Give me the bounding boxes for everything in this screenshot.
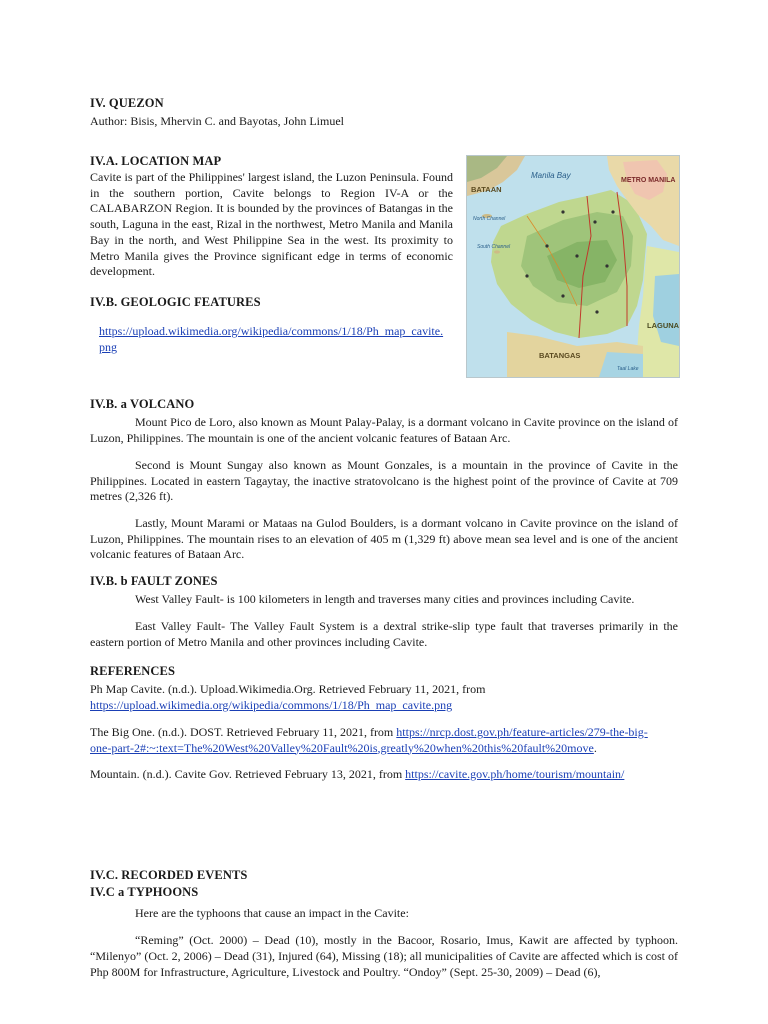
references-heading: REFERENCES xyxy=(90,664,176,678)
map-label-laguna: LAGUNA xyxy=(647,321,679,330)
reference-3-link[interactable]: https://cavite.gov.ph/home/tourism/mountain/ xyxy=(405,767,625,781)
geologic-source-link[interactable] xyxy=(99,323,443,355)
map-label-manila-bay: Manila Bay xyxy=(531,171,571,180)
volcano-paragraph-3: Lastly, Mount Marami or Mataas na Gulod Boulders, is a dormant volcano in Cavite province on the island of Luzon, Philippines. The mountain rises to an elevation of 405 m (1,329 ft) above mean sea level and is one of the ancient volcanic features of Bataan Arc. xyxy=(90,516,678,561)
volcano-heading: IV.B. a VOLCANO xyxy=(90,397,195,411)
typhoons-heading: IV.C a TYPHOONS xyxy=(90,885,199,899)
section-title: IV. QUEZON xyxy=(90,96,164,110)
fault-paragraph-2: East Valley Fault- The Valley Fault System is a dextral strike-slip type fault that traverses primarily in the eastern portion of Metro Manila and other provinces including Cavite. xyxy=(90,619,678,649)
geologic-link-line1[interactable]: https://upload.wikimedia.org/wikipedia/commons/1/18/Ph_map_cavite. xyxy=(99,324,444,338)
volcano-paragraph-1: Mount Pico de Loro, also known as Mount Palay-Palay, is a dormant volcano in Cavite province on the island of Luzon, Philippines. The mountain is one of the ancient volcanic features of Bataan Arc. xyxy=(90,415,678,445)
map-label-taal-lake: Taal Lake xyxy=(617,366,639,372)
location-map-paragraph: Cavite is part of the Philippines' largest island, the Luzon Peninsula. Found in the southern portion, Cavite belongs to Region IV-A or the CALABARZON Region. It is bounded by the provinces of Batangas in the south, Laguna in the east, Rizal in the northwest, Metro Manila and Manila Bay in the north, and West Philippine Sea in the west. Its proximity to Metro Manila gives the Province significant edge in terms of economic development. xyxy=(90,170,453,279)
reference-3-text: Mountain. (n.d.). Cavite Gov. Retrieved February 13, 2021, from xyxy=(90,767,406,781)
volcano-paragraph-2: Second is Mount Sungay also known as Mount Gonzales, is a mountain in the province of Cavite in the Philippines. Located in eastern Tagaytay, the inactive stratovolcano is the highest point of the province of Cavite at 709 metres (2,326 ft). xyxy=(90,458,678,503)
geologic-heading: IV.B. GEOLOGIC FEATURES xyxy=(90,295,261,309)
map-label-north-channel: North Channel xyxy=(473,216,506,222)
reference-1-link[interactable]: https://upload.wikimedia.org/wikipedia/commons/1/18/Ph_map_cavite.png xyxy=(90,697,453,712)
typhoons-intro: Here are the typhoons that cause an impact in the Cavite: xyxy=(135,906,409,920)
fault-paragraph-1: West Valley Fault- is 100 kilometers in length and traverses many cities and provinces including Cavite. xyxy=(135,592,635,606)
reference-1 xyxy=(90,682,678,713)
reference-2-link-a[interactable]: https://nrcp.dost.gov.ph/feature-articles/279-the-big- xyxy=(396,725,648,739)
map-label-batangas: BATANGAS xyxy=(539,351,581,360)
typhoons-paragraph: “Reming” (Oct. 2000) – Dead (10), mostly in the Bacoor, Rosario, Imus, Kawit are affected by typhoon. “Milenyo” (Oct. 2, 2006) – Dead (31), Injured (64), Missing (18); all municipalities of Cavite are affected which is cost of Php 800M for Infrastructure, Agriculture, Livestock and Poultry. “Ondoy” (Sept. 25-30, 2009) – Dead (6), xyxy=(90,933,678,980)
reference-2-end: . xyxy=(593,740,597,755)
map-label-bataan: BATAAN xyxy=(471,185,502,194)
reference-1-text: Ph Map Cavite. (n.d.). Upload.Wikimedia.Org. Retrieved February 11, 2021, from xyxy=(90,682,486,696)
reference-2 xyxy=(90,725,678,756)
map-label-south-channel: South Channel xyxy=(477,244,511,250)
map-label-metro-manila: METRO MANILA xyxy=(621,177,676,184)
fault-heading: IV.B. b FAULT ZONES xyxy=(90,574,218,588)
author-line: Author: Bisis, Mhervin C. and Bayotas, John Limuel xyxy=(90,114,344,128)
reference-2-text: The Big One. (n.d.). DOST. Retrieved February 11, 2021, from xyxy=(90,725,397,739)
reference-2-link-b[interactable]: one-part-2#:~:text=The%20West%20Valley%20Fault%20is,greatly%20when%20this%20fault%20move xyxy=(90,740,594,755)
location-map-heading: IV.A. LOCATION MAP xyxy=(90,154,222,168)
geologic-link-line2[interactable]: png xyxy=(99,340,117,354)
recorded-events-heading: IV.C. RECORDED EVENTS xyxy=(90,868,248,882)
reference-3 xyxy=(90,767,678,783)
cavite-map-image xyxy=(466,155,680,378)
